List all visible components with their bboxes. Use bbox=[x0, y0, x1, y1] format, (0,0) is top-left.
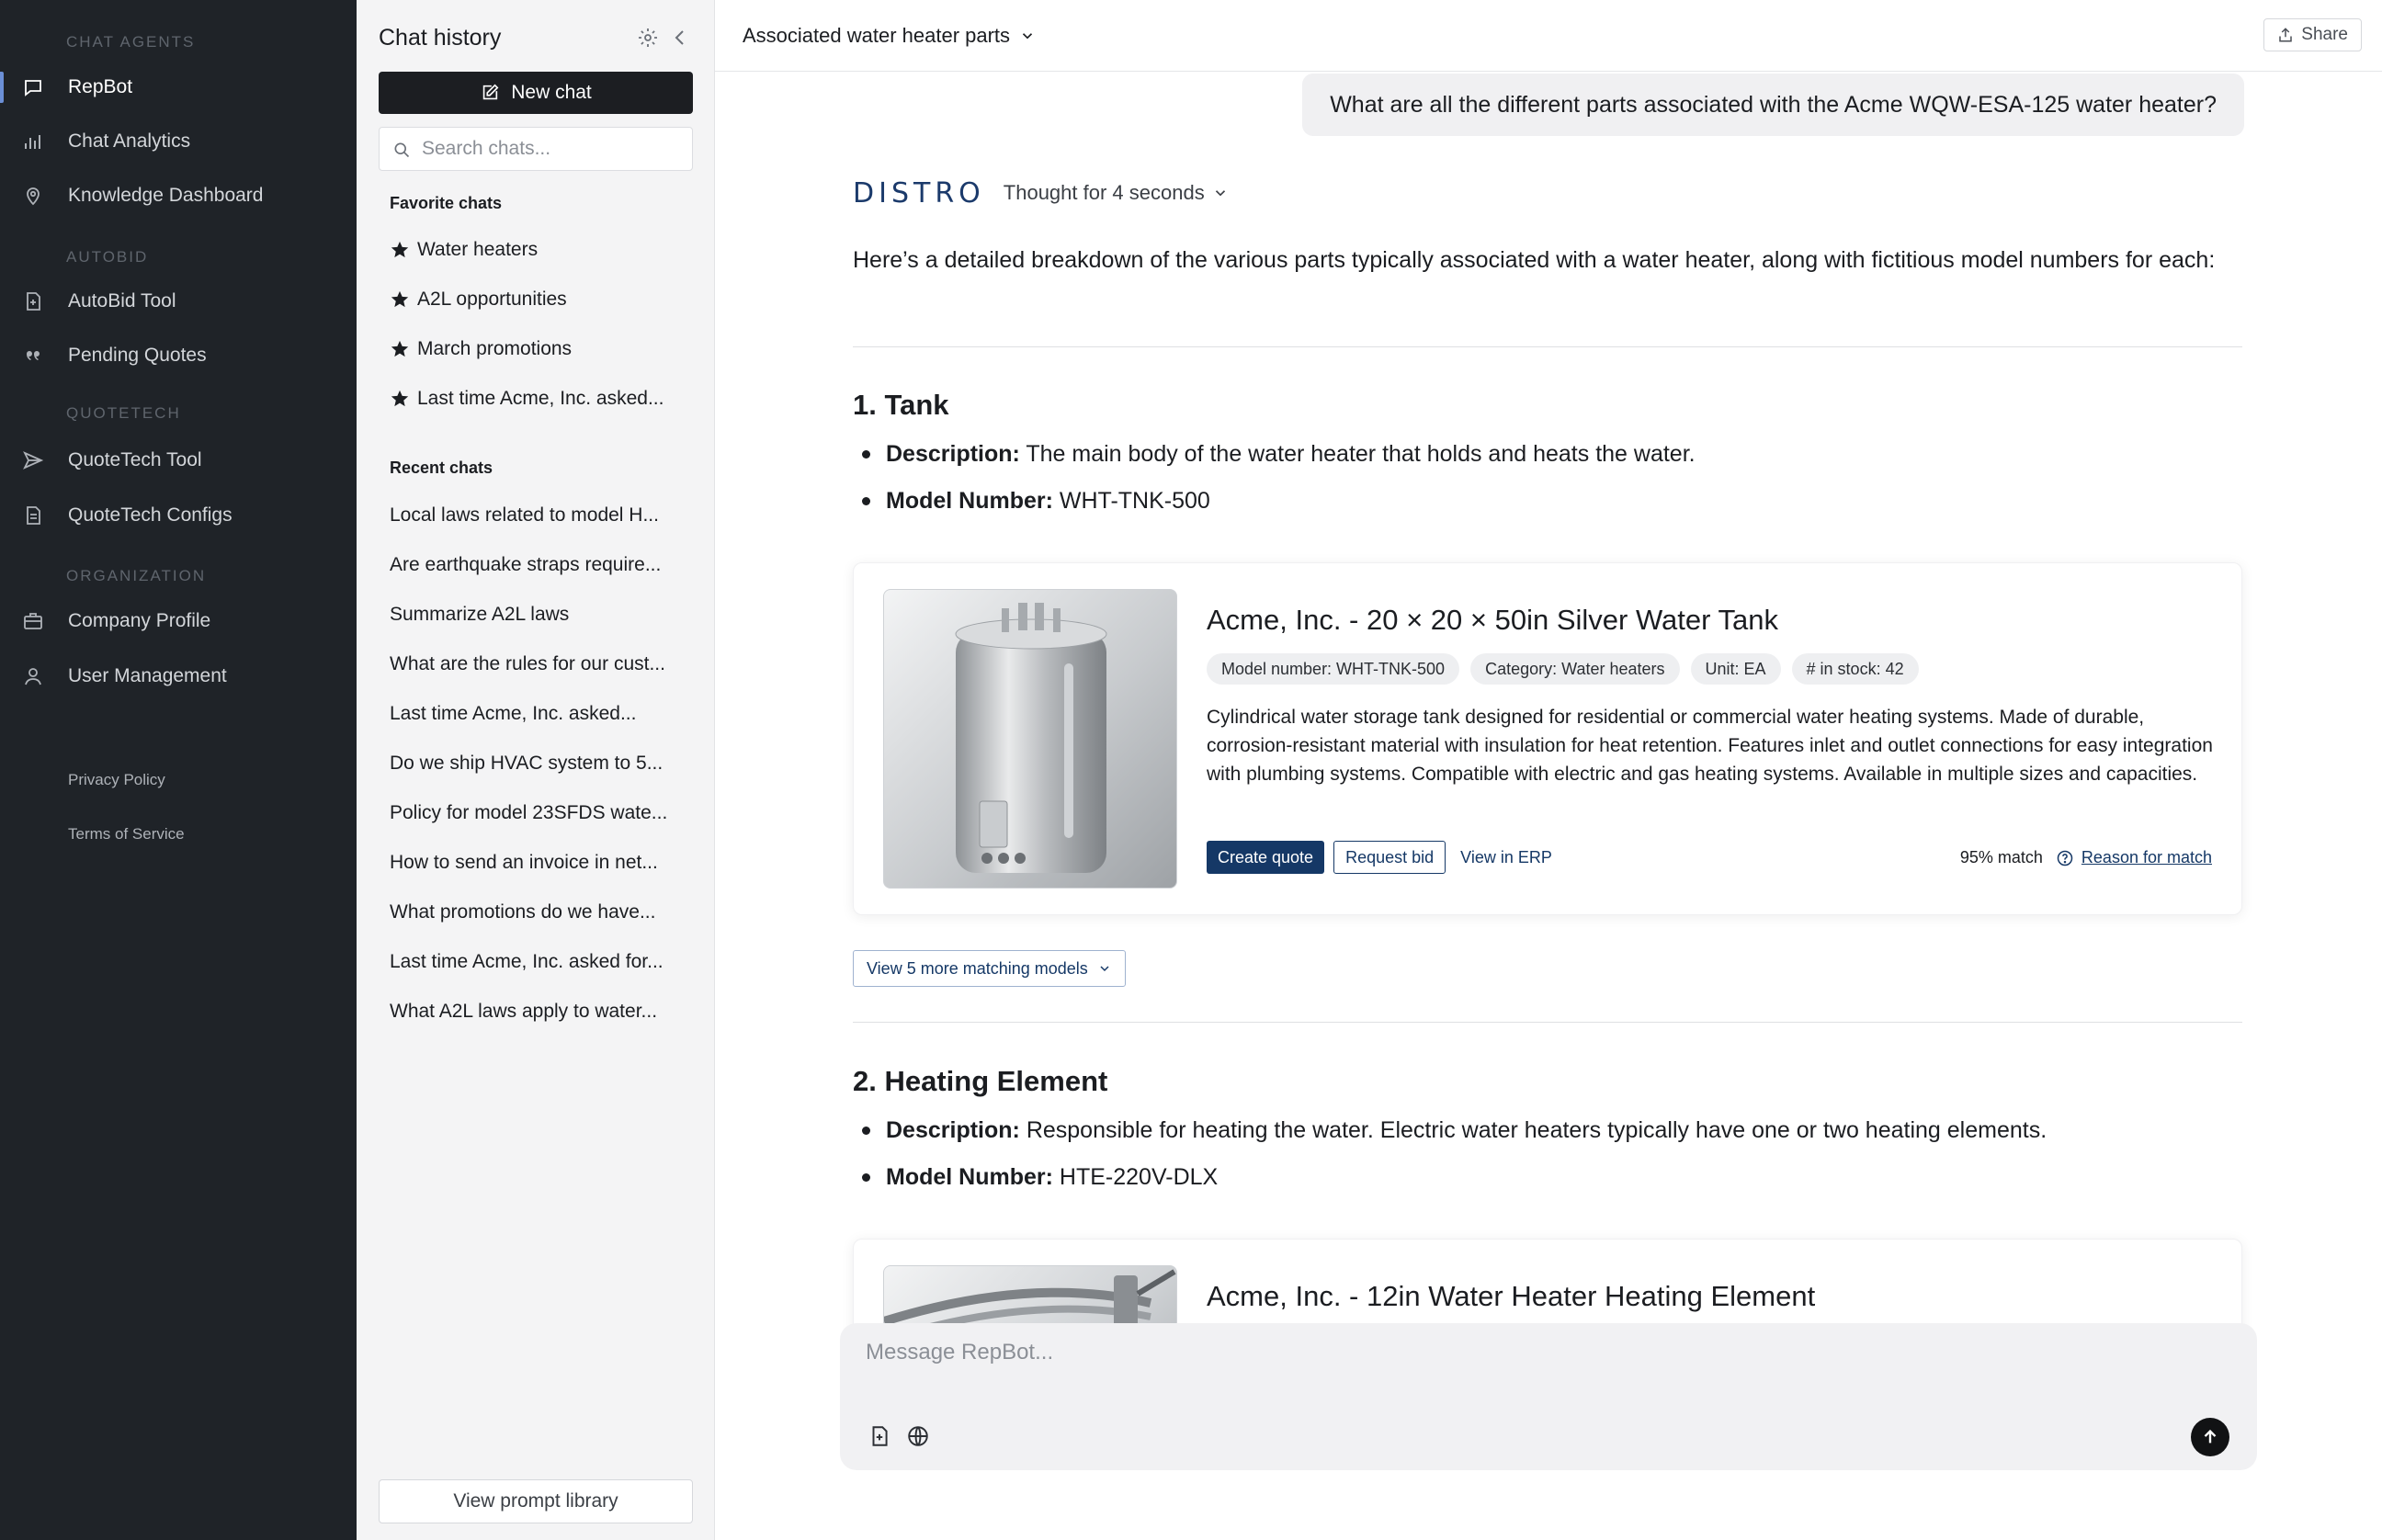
thought-toggle[interactable] bbox=[1004, 181, 1229, 205]
briefcase-icon bbox=[22, 610, 44, 632]
send-button[interactable] bbox=[2191, 1418, 2229, 1456]
model-label: Model Number: bbox=[886, 1164, 1053, 1190]
tank-details bbox=[886, 437, 2218, 531]
model-label: Model Number: bbox=[886, 488, 1053, 514]
product-description: Cylindrical water storage tank designed for residential or commercial water heating systems. Made of durable, corrosion-resistant material with insulation for heat retention. Features inlet and outlet connections for easy integration with plumbing systems. Compatible with electric and gas heating systems. Available in multiple sizes and capacities. bbox=[1207, 707, 2213, 785]
product-title: Acme, Inc. - 20 × 20 × 50in Silver Water Tank bbox=[1207, 604, 1779, 636]
attach-file-icon[interactable] bbox=[868, 1424, 891, 1448]
nav-item-quotetech-configs[interactable] bbox=[0, 494, 357, 537]
nav-section-autobid: AUTOBID bbox=[66, 248, 149, 266]
recent-chat-item[interactable]: What A2L laws apply to water... bbox=[390, 1001, 658, 1022]
description-label: Description: bbox=[886, 441, 1020, 467]
view-in-erp-link[interactable]: View in ERP bbox=[1460, 847, 1552, 866]
section-title-tank: 1. Tank bbox=[853, 389, 949, 421]
nav-item-label: QuoteTech Configs bbox=[68, 504, 233, 526]
product-chips bbox=[1207, 653, 1930, 685]
compose-icon bbox=[480, 83, 500, 103]
nav-item-autobid-tool[interactable] bbox=[0, 280, 357, 323]
description-text: The main body of the water heater that holds and heats the water. bbox=[1026, 441, 1696, 467]
new-chat-label: New chat bbox=[511, 82, 592, 103]
message-input[interactable] bbox=[866, 1340, 2226, 1376]
chat-topbar bbox=[715, 0, 2382, 72]
favorite-chat-label: March promotions bbox=[417, 338, 573, 359]
favorite-chats-heading: Favorite chats bbox=[390, 194, 503, 212]
stock-chip: # in stock: 42 bbox=[1792, 653, 1919, 685]
nav-item-label: User Management bbox=[68, 665, 227, 686]
product-card bbox=[853, 562, 2242, 915]
assistant-intro: Here’s a detailed breakdown of the various parts typically associated with a water heater, along with fictitious model numbers for each: bbox=[853, 247, 2216, 273]
share-label: Share bbox=[2301, 25, 2348, 44]
chevron-down-icon bbox=[1019, 28, 1036, 44]
recent-chat-item[interactable]: What promotions do we have... bbox=[390, 901, 656, 923]
chat-history-title: Chat history bbox=[379, 25, 502, 51]
nav-item-chat-analytics[interactable] bbox=[0, 120, 357, 163]
thought-label: Thought for 4 seconds bbox=[1003, 181, 1205, 204]
star-icon bbox=[390, 389, 410, 409]
arrow-up-icon bbox=[2200, 1427, 2220, 1447]
nav-item-user-management[interactable] bbox=[0, 655, 357, 697]
match-score: 95% match bbox=[1959, 848, 2043, 866]
heating-element-description bbox=[886, 1114, 2218, 1161]
favorite-chat-label: Last time Acme, Inc. asked... bbox=[417, 388, 664, 409]
recent-chat-item[interactable]: How to send an invoice in net... bbox=[390, 852, 658, 873]
privacy-policy-link[interactable]: Privacy Policy bbox=[68, 771, 165, 788]
nav-section-chat-agents: CHAT AGENTS bbox=[66, 33, 196, 51]
product-actions bbox=[1207, 841, 1552, 874]
recent-chats-heading: Recent chats bbox=[390, 459, 493, 477]
model-number-chip: Model number: WHT-TNK-500 bbox=[1207, 653, 1459, 685]
nav-item-label: Pending Quotes bbox=[68, 345, 207, 366]
help-circle-icon bbox=[2056, 849, 2074, 867]
chat-search bbox=[379, 127, 693, 171]
star-icon bbox=[390, 339, 410, 359]
assistant-header bbox=[853, 177, 1229, 209]
recent-chat-item[interactable]: Local laws related to model H... bbox=[390, 504, 659, 526]
globe-icon[interactable] bbox=[906, 1424, 930, 1448]
star-icon bbox=[390, 240, 410, 260]
tank-description bbox=[886, 437, 2218, 484]
view-more-models-button[interactable] bbox=[853, 950, 1126, 987]
divider bbox=[853, 346, 2242, 347]
nav-item-label: Chat Analytics bbox=[68, 130, 191, 152]
favorite-chat-item[interactable] bbox=[390, 232, 684, 268]
nav-item-label: QuoteTech Tool bbox=[68, 449, 202, 470]
document-icon bbox=[22, 504, 44, 527]
chevron-left-icon[interactable] bbox=[669, 27, 691, 49]
chevron-down-icon bbox=[1097, 961, 1112, 976]
nav-item-label: Company Profile bbox=[68, 610, 211, 631]
reason-label: Reason for match bbox=[2081, 848, 2212, 866]
nav-item-quotetech-tool[interactable] bbox=[0, 439, 357, 481]
recent-chat-item[interactable]: What are the rules for our cust... bbox=[390, 653, 665, 674]
more-models-label: View 5 more matching models bbox=[867, 958, 1088, 978]
description-text: Responsible for heating the water. Electric water heaters typically have one or two heating elements. bbox=[1026, 1117, 2047, 1143]
chat-icon bbox=[22, 76, 44, 98]
nav-item-knowledge-dashboard[interactable] bbox=[0, 175, 357, 217]
favorite-chat-item[interactable] bbox=[390, 331, 684, 368]
send-icon bbox=[22, 449, 44, 471]
favorite-chat-item[interactable] bbox=[390, 380, 684, 417]
search-input[interactable] bbox=[422, 128, 683, 170]
favorite-chat-label: Water heaters bbox=[417, 239, 539, 260]
request-bid-button[interactable]: Request bid bbox=[1333, 841, 1446, 874]
reason-for-match-link[interactable] bbox=[2056, 848, 2212, 867]
tank-model-number bbox=[886, 484, 2218, 531]
nav-item-label: Knowledge Dashboard bbox=[68, 185, 264, 206]
description-label: Description: bbox=[886, 1117, 1020, 1143]
chevron-down-icon bbox=[1212, 185, 1229, 201]
recent-chat-item[interactable]: Last time Acme, Inc. asked for... bbox=[390, 951, 664, 972]
nav-section-quotetech: QUOTETECH bbox=[66, 404, 181, 422]
nav-item-label: RepBot bbox=[68, 76, 133, 97]
quote-icon bbox=[22, 345, 44, 367]
product-title: Acme, Inc. - 12in Water Heater Heating Element bbox=[1207, 1280, 1816, 1312]
distro-logo: DISTRO bbox=[853, 176, 985, 209]
recent-chat-item[interactable]: Are earthquake straps require... bbox=[390, 554, 662, 575]
new-chat-button[interactable] bbox=[379, 72, 693, 114]
match-info bbox=[1960, 848, 2212, 867]
heating-element-details bbox=[886, 1114, 2218, 1207]
terms-of-service-link[interactable]: Terms of Service bbox=[68, 825, 185, 843]
conversation-title-dropdown[interactable] bbox=[743, 24, 1036, 48]
category-chip: Category: Water heaters bbox=[1470, 653, 1679, 685]
user-icon bbox=[22, 665, 44, 687]
water-tank-illustration bbox=[884, 590, 1177, 889]
favorite-chat-label: A2L opportunities bbox=[417, 289, 567, 310]
bar-chart-icon bbox=[22, 130, 44, 153]
section-title-heating-element: 2. Heating Element bbox=[853, 1065, 1108, 1097]
heating-element-model-number bbox=[886, 1161, 2218, 1207]
nav-item-company-profile[interactable] bbox=[0, 600, 357, 642]
share-button[interactable] bbox=[2263, 18, 2362, 51]
nav-item-pending-quotes[interactable] bbox=[0, 334, 357, 377]
conversation-title: Associated water heater parts bbox=[743, 24, 1011, 47]
nav-item-label: AutoBid Tool bbox=[68, 290, 176, 311]
map-pin-icon bbox=[22, 185, 44, 207]
gear-icon[interactable] bbox=[637, 27, 659, 49]
water-tank-image bbox=[883, 589, 1177, 889]
star-icon bbox=[390, 289, 410, 310]
nav-section-organization: ORGANIZATION bbox=[66, 567, 207, 584]
unit-chip: Unit: EA bbox=[1691, 653, 1781, 685]
user-message: What are all the different parts associated with the Acme WQW-ESA-125 water heater? bbox=[1302, 74, 2244, 136]
search-icon bbox=[392, 141, 411, 159]
nav-item-repbot[interactable] bbox=[0, 66, 357, 108]
chat-main bbox=[715, 0, 2382, 1540]
recent-chat-item[interactable]: Policy for model 23SFDS wate... bbox=[390, 802, 668, 823]
share-icon bbox=[2277, 27, 2294, 43]
main-nav bbox=[0, 0, 357, 1540]
model-text: HTE-220V-DLX bbox=[1059, 1164, 1219, 1190]
chat-history-panel bbox=[357, 0, 715, 1540]
recent-chat-item[interactable]: Last time Acme, Inc. asked... bbox=[390, 703, 637, 724]
recent-chat-item[interactable]: Do we ship HVAC system to 5... bbox=[390, 753, 664, 774]
favorite-chat-item[interactable] bbox=[390, 281, 684, 318]
message-composer bbox=[840, 1323, 2257, 1470]
create-quote-button[interactable]: Create quote bbox=[1207, 841, 1324, 874]
recent-chat-item[interactable]: Summarize A2L laws bbox=[390, 604, 570, 625]
file-plus-icon bbox=[22, 290, 44, 312]
model-text: WHT-TNK-500 bbox=[1059, 488, 1210, 514]
view-prompt-library-button[interactable]: View prompt library bbox=[379, 1479, 693, 1523]
divider bbox=[853, 1022, 2242, 1023]
